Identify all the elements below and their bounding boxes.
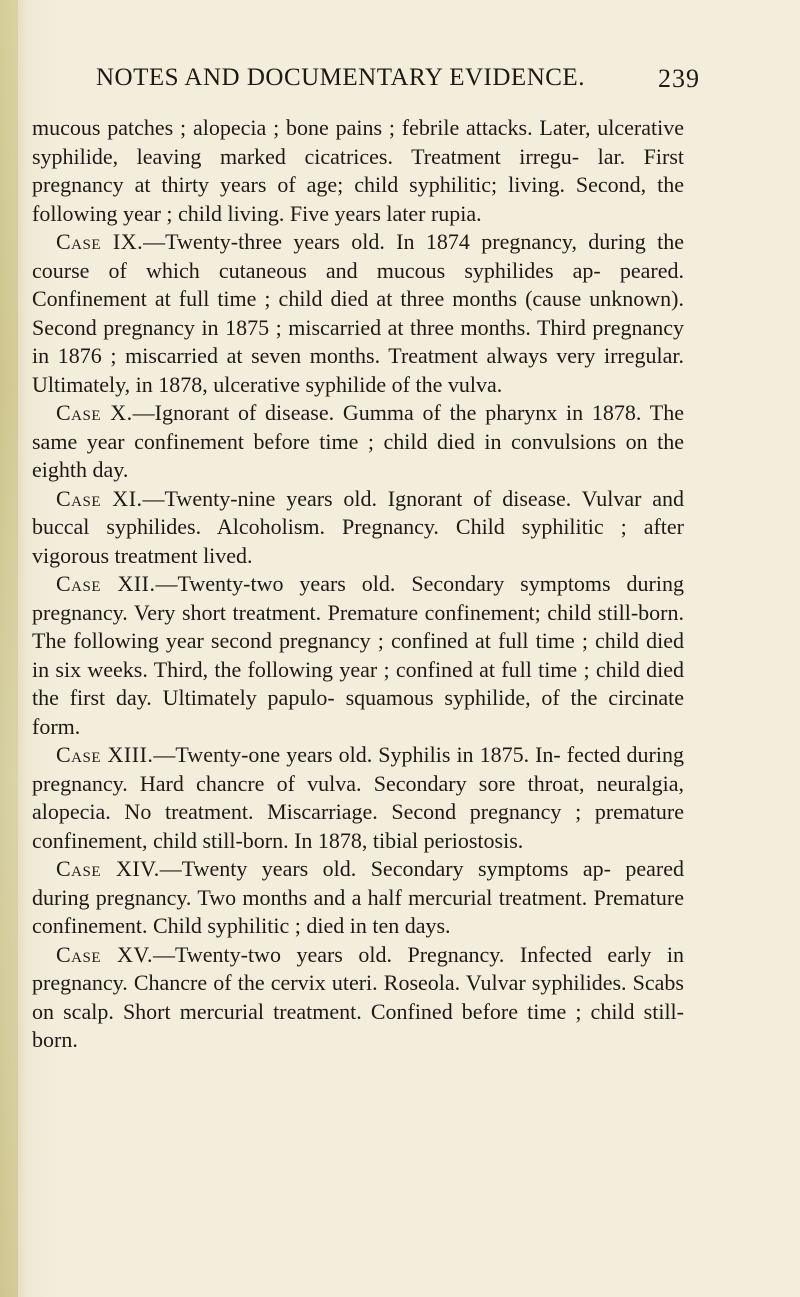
paragraph-text: mucous patches ; alopecia ; bone pains ; febrile attacks. Later, ulcerative syphilide, leaving marked cicatrices. Treatment irregu- lar. First pregnancy at thirty years of age; child syphilitic; living. Second, the following year ; child living. Five years later rupia. bbox=[32, 115, 684, 226]
page-number: 239 bbox=[658, 64, 700, 93]
case-paragraph bbox=[32, 941, 684, 1055]
running-title: NOTES AND DOCUMENTARY EVIDENCE. bbox=[96, 64, 585, 91]
case-text: —Twenty-nine years old. Ignorant of disease. Vulvar and buccal syphilides. Alcoholism. Pregnancy. Child syphilitic ; after vigorous treatment lived. bbox=[32, 485, 685, 568]
case-text: —Twenty-two years old. Pregnancy. Infected early in pregnancy. Chancre of the cervix uteri. Roseola. Vulvar syphilides. Scabs on scalp. Short mercurial treatment. Confined before time ; child still-born. bbox=[32, 941, 685, 1052]
case-label: Case XIV. bbox=[56, 856, 160, 881]
case-paragraph bbox=[32, 570, 684, 741]
case-label: Case XIII. bbox=[56, 742, 154, 767]
case-text: —Twenty-two years old. Secondary symptoms during pregnancy. Very short treatment. Premature confinement; child still-born. The following year second pregnancy ; confined at full time ; child died in six weeks. Third, the following year ; confined at full time ; child died the first day. Ultimately papulo- squamous syphilide, of the circinate form. bbox=[32, 571, 684, 739]
case-text: —Twenty years old. Secondary symptoms ap- peared during pregnancy. Two months and a half mercurial treatment. Premature confinement. Child syphilitic ; died in ten days. bbox=[32, 856, 684, 938]
page-edge-stain bbox=[0, 0, 18, 1297]
case-label: Case IX. bbox=[56, 229, 144, 254]
case-label: Case XI. bbox=[56, 485, 143, 511]
case-text: —Twenty-one years old. Syphilis in 1875. In- fected during pregnancy. Hard chancre of vulva. Secondary sore throat, neuralgia, alopecia. No treatment. Miscarriage. Second pregnancy ; premature confinement, child still-born. In 1878, tibial periostosis. bbox=[32, 742, 684, 853]
page-header bbox=[0, 64, 800, 98]
body-text bbox=[32, 114, 684, 1055]
case-paragraph bbox=[32, 485, 684, 571]
case-label: Case XV. bbox=[56, 941, 153, 967]
case-paragraph bbox=[32, 855, 684, 941]
case-paragraph bbox=[32, 741, 684, 855]
case-text: —Twenty-three years old. In 1874 pregnancy, during the course of which cutaneous and mucous syphilides ap- peared. Confinement at full time ; child died at three months (cause unknown). Second pregnancy in 1875 ; miscarried at three months. Third pregnancy in 1876 ; miscarried at seven months. Treatment always very irregular. Ultimately, in 1878, ulcerative syphilide of the vulva. bbox=[32, 229, 684, 397]
paragraph-continuation bbox=[32, 114, 684, 228]
case-paragraph bbox=[32, 228, 684, 399]
case-text: —Ignorant of disease. Gumma of the pharynx in 1878. The same year confinement before time ; child died in convulsions on the eighth day. bbox=[32, 400, 684, 482]
case-label: Case X. bbox=[56, 400, 133, 425]
case-label: Case XII. bbox=[56, 571, 156, 596]
case-paragraph bbox=[32, 399, 684, 485]
